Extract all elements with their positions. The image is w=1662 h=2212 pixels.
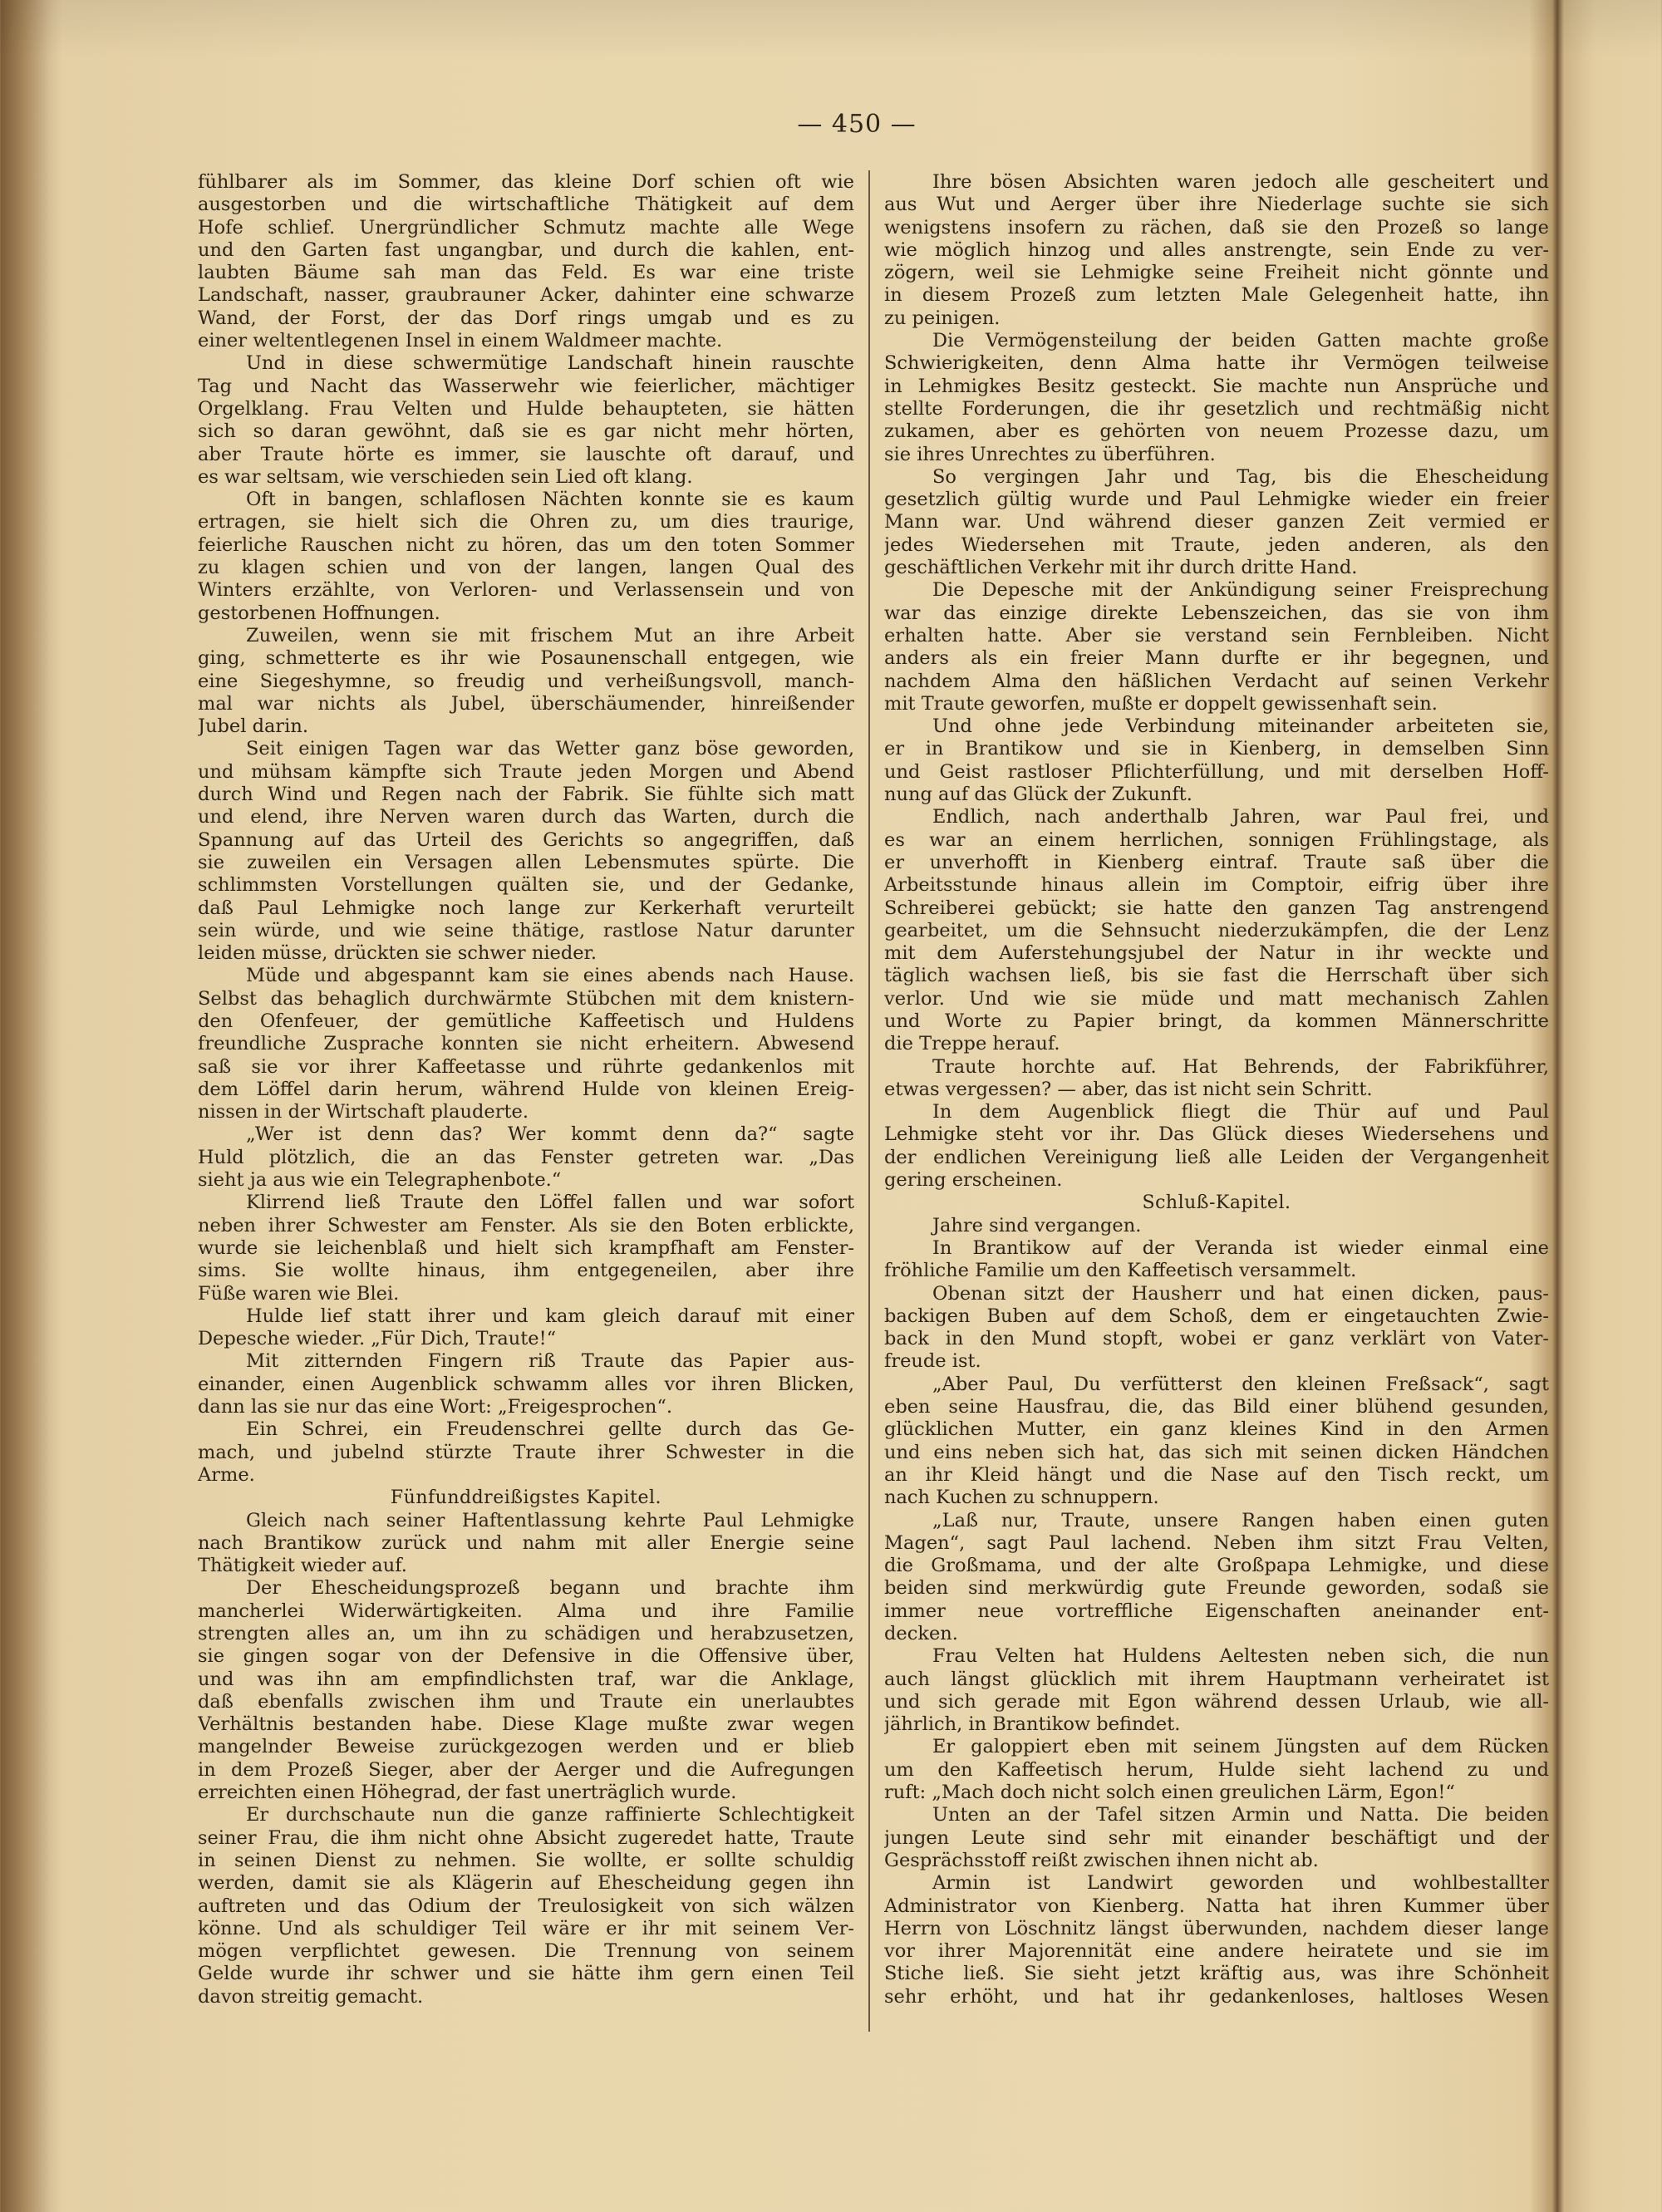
text-line: saß sie vor ihrer Kaffeetasse und rührte gedankenlos mit: [198, 1055, 854, 1078]
paragraph: [198, 489, 854, 625]
text-line: Zuweilen, wenn sie mit frischem Mut an ihre Arbeit: [246, 624, 854, 646]
text-line: Landschaft, nasser, graubrauner Acker, dahinter eine schwarze: [198, 284, 854, 307]
text-line: Hofe schlief. Unergründlicher Schmutz machte alle Wege: [198, 216, 854, 238]
text-line: und was ihn am empfindlichsten traf, war die Anklage,: [198, 1668, 854, 1690]
text-line: ausgestorben und die wirtschaftliche Thätigkeit auf dem: [198, 194, 854, 216]
text-line: Wand, der Forst, der das Dorf rings umgab und es zu: [198, 307, 854, 329]
text-line: Die Depesche mit der Ankündigung seiner Freisprechung: [932, 579, 1549, 602]
text-line: zu klagen schien und von der langen, langen Qual des: [198, 557, 854, 579]
text-line: mancherlei Widerwärtigkeiten. Alma und ihre Familie: [198, 1600, 854, 1622]
text-line: Schreiberei gebückt; sie hatte den ganzen Tag anstrengend: [884, 897, 1549, 919]
text-line: Spannung auf das Urteil des Gerichts so angegriffen, daß: [198, 828, 854, 851]
paragraph: [884, 579, 1549, 715]
text-line: in dem Prozeß Sieger, aber der Aerger und die Aufregungen: [198, 1758, 854, 1781]
text-line: Der Ehescheidungsprozeß begann und brachte ihm: [246, 1577, 854, 1600]
text-line: geschäftlichen Verkehr mit ihr durch dritte Hand.: [884, 557, 1358, 579]
text-line: wenigstens insofern zu rächen, daß sie den Prozeß so lange: [884, 216, 1549, 238]
paragraph: [198, 352, 854, 489]
paragraph: [884, 466, 1549, 579]
text-line: Und in diese schwermütige Landschaft hinein rauschte: [246, 352, 854, 375]
text-line: freundliche Zusprache konnten sie nicht erheitern. Abwesend: [198, 1033, 854, 1055]
text-line: sims. Sie wollte hinaus, ihm entgegeneilen, aber ihre: [198, 1260, 854, 1282]
paragraph: [884, 715, 1549, 806]
text-line: Er durchschaute nun die ganze raffinierte Schlechtigkeit: [246, 1804, 854, 1826]
paragraph: [198, 1192, 854, 1305]
text-line: Arbeitsstunde hinaus allein im Comptoir, eifrig über ihre: [884, 874, 1549, 897]
text-line: backigen Buben auf dem Schoß, dem er eingetauchten Zwie-: [884, 1305, 1549, 1327]
text-line: mit Traute geworfen, mußte er doppelt gewissenhaft sein.: [884, 692, 1438, 715]
text-line: Mit zitternden Fingern riß Traute das Papier aus-: [246, 1350, 854, 1373]
text-line: In Brantikow auf der Veranda ist wieder einmal eine: [932, 1236, 1549, 1259]
text-line: sein würde, und wie seine thätige, rastlose Natur darunter: [198, 919, 854, 941]
text-line: Arme.: [198, 1463, 255, 1486]
text-line: jährlich, in Brantikow befindet.: [884, 1713, 1181, 1736]
text-line: dann las sie nur das eine Wort: „Freigesprochen“.: [198, 1396, 673, 1418]
page-number: — 450 —: [797, 110, 917, 139]
text-line: erreichten einen Höhegrad, der fast unerträglich wurde.: [198, 1782, 737, 1804]
text-line: Klirrend ließ Traute den Löffel fallen und war sofort: [246, 1192, 854, 1214]
text-line: Unten an der Tafel sitzen Armin und Natta. Die beiden: [932, 1804, 1549, 1826]
text-line: jungen Leute sind sehr mit einander beschäftigt und der: [884, 1826, 1549, 1849]
text-line: schlimmsten Vorstellungen quälten sie, und der Gedanke,: [198, 874, 854, 897]
text-line: ertragen, sie hielt sich die Ohren zu, um dies traurige,: [198, 511, 854, 533]
text-line: wie möglich hinzog und alles anstrengte, sein Ende zu ver-: [884, 238, 1549, 261]
text-line: Thätigkeit wieder auf.: [198, 1555, 407, 1577]
text-line: und Worte zu Papier bringt, da kommen Männerschritte: [884, 1010, 1549, 1032]
text-line: „Wer ist denn das? Wer kommt denn da?“ sagte: [246, 1123, 854, 1146]
text-line: es war seltsam, wie verschieden sein Lied oft klang.: [198, 465, 693, 488]
text-line: und elend, ihre Nerven waren durch das Warten, durch die: [198, 806, 854, 828]
text-line: daß ebenfalls zwischen ihm und Traute ein unerlaubtes: [198, 1690, 854, 1713]
text-line: Frau Velten hat Huldens Aeltesten neben sich, die nun: [932, 1645, 1549, 1668]
text-line: zu peinigen.: [884, 307, 1001, 329]
text-line: Administrator von Kienberg. Natta hat ihren Kummer über: [884, 1895, 1549, 1917]
text-line: in diesem Prozeß zum letzten Male Gelegenheit hatte, ihn: [884, 284, 1549, 307]
text-line: Oft in bangen, schlaflosen Nächten konnte sie es kaum: [246, 489, 854, 511]
text-line: könne. Und als schuldiger Teil wäre er ihr mit seinem Ver-: [198, 1917, 854, 1939]
text-line: In dem Augenblick fliegt die Thür auf und Paul: [932, 1101, 1549, 1123]
text-line: etwas vergessen? — aber, das ist nicht sein Schritt.: [884, 1078, 1373, 1100]
paragraph: [198, 1510, 854, 1578]
text-line: fröhliche Familie um den Kaffeetisch versammelt.: [884, 1260, 1357, 1282]
paragraph: [884, 1510, 1549, 1646]
text-line: daß Paul Lehmigke noch lange zur Kerkerhaft verurteilt: [198, 897, 854, 919]
text-line: nach Kuchen zu schnuppern.: [884, 1487, 1159, 1509]
text-line: Verhältnis bestanden habe. Diese Klage mußte zwar wegen: [198, 1713, 854, 1736]
text-line: durch Wind und Regen nach der Fabrik. Sie fühlte sich matt: [198, 784, 854, 806]
text-line: fühlbarer als im Sommer, das kleine Dorf schien oft wie: [198, 171, 854, 193]
text-line: Endlich, nach anderthalb Jahren, war Paul frei, und: [932, 806, 1549, 828]
paragraph: [884, 1374, 1549, 1510]
text-line: und Geist rastloser Pflichterfüllung, und mit derselben Hoff-: [884, 760, 1549, 783]
text-line: und mühsam kämpfte sich Traute jeden Morgen und Abend: [198, 760, 854, 783]
text-line: sieht ja aus wie ein Telegraphenbote.“: [198, 1169, 562, 1192]
text-line: „Laß nur, Traute, unsere Rangen haben einen guten: [932, 1509, 1549, 1531]
text-line: Armin ist Landwirt geworden und wohlbestallter: [932, 1872, 1549, 1895]
paragraph: [884, 1645, 1549, 1736]
text-line: vor ihrer Majorennität eine andere heiratete und sie im: [884, 1940, 1549, 1963]
text-line: immer neue vortreffliche Eigenschaften aneinander ent-: [884, 1600, 1549, 1622]
text-line: erhalten hatte. Aber sie verstand sein Fernbleiben. Nicht: [884, 624, 1549, 646]
text-line: nachdem Alma den häßlichen Verdacht auf seinen Verkehr: [884, 670, 1549, 692]
text-line: Hulde lief statt ihrer und kam gleich darauf mit einer: [246, 1305, 854, 1327]
text-line: eine Siegeshymne, so freudig und verheißungsvoll, manch-: [198, 670, 854, 692]
right-column: [884, 171, 1549, 2008]
text-line: es war an einem herrlichen, sonnigen Frühlingstage, als: [884, 828, 1549, 851]
text-line: neben ihrer Schwester am Fenster. Als sie den Boten erblickte,: [198, 1214, 854, 1236]
text-line: Gelde wurde ihr schwer und sie hätte ihm gern einen Teil: [198, 1963, 854, 1985]
text-line: er in Brantikow und sie in Kienberg, in demselben Sinn: [884, 738, 1549, 760]
text-line: feierliche Rauschen nicht zu hören, das um den toten Sommer: [198, 533, 854, 556]
paragraph: [198, 1418, 854, 1487]
text-line: Obenan sitzt der Hausherr und hat einen dicken, paus-: [932, 1282, 1549, 1305]
text-line: und den Garten fast ungangbar, und durch die kahlen, ent-: [198, 238, 854, 261]
text-line: Schwierigkeiten, denn Alma hatte ihr Vermögen teilweise: [884, 352, 1549, 375]
text-line: einer weltentlegenen Insel in einem Waldmeer machte.: [198, 330, 723, 352]
text-line: war das einzige direkte Lebenszeichen, das sie von ihm: [884, 602, 1549, 624]
text-line: er unverhofft in Kienberg eintraf. Traute saß über die: [884, 851, 1549, 873]
text-line: an ihr Kleid hängt und die Nase auf den Tisch reckt, um: [884, 1463, 1549, 1486]
text-line: nach Brantikow zurück und nahm mit aller Energie seine: [198, 1531, 854, 1554]
text-line: „Aber Paul, Du verfütterst den kleinen Freßsack“, sagt: [932, 1373, 1549, 1395]
text-line: Stiche ließ. Sie sieht jetzt kräftig aus, was ihre Schönheit: [884, 1963, 1549, 1985]
text-line: zögern, weil sie Lehmigke seine Freiheit nicht gönnte und: [884, 262, 1549, 284]
text-line: aber Traute hörte es immer, sie lauschte oft darauf, und: [198, 443, 854, 465]
text-line: Winters erzählte, von Verloren- und Verlassensein und von: [198, 579, 854, 602]
paragraph: [884, 1237, 1549, 1283]
paragraph: [884, 1736, 1549, 1804]
text-line: Magen“, sagt Paul lachend. Neben ihm sitzt Frau Velten,: [884, 1531, 1549, 1554]
text-line: Orgelklang. Frau Velten und Hulde behaupteten, sie hätten: [198, 397, 854, 420]
text-line: sich so daran gewöhnt, daß sie es gar nicht mehr hörten,: [198, 420, 854, 443]
text-line: werden, damit sie als Klägerin auf Ehescheidung gegen ihn: [198, 1872, 854, 1895]
text-line: Gleich nach seiner Haftentlassung kehrte Paul Lehmigke: [246, 1509, 854, 1531]
text-line: ging, schmetterte es ihr wie Posaunenschall entgegen, wie: [198, 647, 854, 670]
paragraph: [198, 1305, 854, 1351]
text-line: Die Vermögensteilung der beiden Gatten machte große: [932, 330, 1549, 352]
text-line: verlor. Und wie sie müde und matt mechanisch Zahlen: [884, 987, 1549, 1010]
text-line: die Treppe herauf.: [884, 1033, 1060, 1055]
chapter-heading: Schluß-Kapitel.: [1142, 1192, 1291, 1214]
text-line: aus Wut und Aerger über ihre Niederlage suchte sie sich: [884, 194, 1549, 216]
paragraph: [198, 1123, 854, 1192]
text-line: mit dem Auferstehungsjubel der Natur in ihr weckte und: [884, 942, 1549, 965]
text-line: back in den Mund stopft, wobei er ganz verklärt von Vater-: [884, 1328, 1549, 1350]
left-column: [198, 171, 854, 2008]
text-line: stellte Forderungen, die ihr gesetzlich und rechtmäßig nicht: [884, 397, 1549, 420]
text-line: zukamen, aber es gehörten von neuem Prozesse dazu, um: [884, 420, 1549, 443]
paragraph: [198, 1804, 854, 2008]
text-line: Lehmigke steht vor ihr. Das Glück dieses Wiedersehens und: [884, 1123, 1549, 1146]
text-line: davon streitig gemacht.: [198, 1985, 424, 2008]
text-line: seiner Frau, die ihm nicht ohne Absicht zugeredet hatte, Traute: [198, 1826, 854, 1849]
text-line: auch längst glücklich mit ihrem Hauptmann verheiratet ist: [884, 1668, 1549, 1690]
paragraph: [884, 1215, 1549, 1237]
text-line: in seinen Dienst zu nehmen. Sie wollte, er sollte schuldig: [198, 1849, 854, 1871]
text-line: Jubel darin.: [198, 715, 308, 738]
text-line: freude ist.: [884, 1350, 981, 1373]
text-line: mach, und jubelnd stürzte Traute ihrer Schwester in die: [198, 1441, 854, 1463]
text-line: Er galoppiert eben mit seinem Jüngsten auf dem Rücken: [932, 1736, 1549, 1758]
text-line: einander, einen Augenblick schwamm alles vor ihren Blicken,: [198, 1373, 854, 1395]
text-line: sie ihres Unrechtes zu überführen.: [884, 443, 1216, 465]
text-line: leiden müsse, drückten sie schwer nieder.: [198, 942, 597, 965]
text-line: mangelnder Beweise zurückgezogen werden und er blieb: [198, 1736, 854, 1758]
text-line: gesetzlich gültig wurde und Paul Lehmigke wieder ein freier: [884, 489, 1549, 511]
text-line: dem Löffel darin herum, während Hulde von kleinen Ereig-: [198, 1078, 854, 1100]
text-line: und eins neben sich hat, das sich mit seinen dicken Händchen: [884, 1441, 1549, 1463]
text-line: um den Kaffeetisch herum, Hulde sieht lachend zu und: [884, 1758, 1549, 1781]
text-line: Depesche wieder. „Für Dich, Traute!“: [198, 1328, 557, 1350]
paragraph: [884, 1872, 1549, 2008]
text-line: Huld plötzlich, die an das Fenster getreten war. „Das: [198, 1146, 854, 1168]
paragraph: [198, 1350, 854, 1418]
text-line: eben seine Hausfrau, die, das Bild einer blühend gesunden,: [884, 1396, 1549, 1418]
text-line: sie gingen sogar von der Defensive in die Offensive über,: [198, 1645, 854, 1668]
text-line: ruft: „Mach doch nicht solch einen greulichen Lärm, Egon!“: [884, 1782, 1455, 1804]
text-line: strengten alles an, um ihn zu schädigen und herabzusetzen,: [198, 1623, 854, 1644]
text-line: glücklichen Mutter, ein ganz kleines Kind in den Armen: [884, 1418, 1549, 1441]
text-line: So vergingen Jahr und Tag, bis die Ehescheidung: [932, 465, 1549, 488]
paragraph: [198, 171, 854, 352]
text-line: gearbeitet, um die Sehnsucht niederzukämpfen, die der Lenz: [884, 919, 1549, 941]
text-line: Tag und Nacht das Wasserwehr wie feierlicher, mächtiger: [198, 375, 854, 397]
paragraph: [198, 1577, 854, 1804]
paragraph: [884, 806, 1549, 1055]
text-line: mögen verpflichtet gewesen. Die Trennung von seinem: [198, 1940, 854, 1963]
paragraph: [884, 1101, 1549, 1192]
text-line: nung auf das Glück der Zukunft.: [884, 784, 1192, 806]
text-line: Ihre bösen Absichten waren jedoch alle gescheitert und: [932, 171, 1549, 193]
text-line: decken.: [884, 1623, 958, 1644]
text-line: Selbst das behaglich durchwärmte Stübchen mit dem knistern-: [198, 987, 854, 1010]
text-line: täglich wachsen ließ, bis sie fast die Herrschaft über sich: [884, 965, 1549, 987]
text-line: die Großmama, und der alte Großpapa Lehmigke, und diese: [884, 1555, 1549, 1577]
text-line: gestorbenen Hoffnungen.: [198, 602, 440, 624]
paragraph: [884, 1804, 1549, 1872]
text-line: Seit einigen Tagen war das Wetter ganz böse geworden,: [246, 738, 854, 760]
text-line: wurde sie leichenblaß und hielt sich krampfhaft am Fenster-: [198, 1236, 854, 1259]
text-line: anders als ein freier Mann durfte er ihr begegnen, und: [884, 647, 1549, 670]
text-line: gering erscheinen.: [884, 1169, 1063, 1192]
text-line: Und ohne jede Verbindung miteinander arbeiteten sie,: [932, 715, 1549, 738]
chapter-heading: Fünfunddreißigstes Kapitel.: [390, 1487, 662, 1509]
text-line: Traute horchte auf. Hat Behrends, der Fabrikführer,: [932, 1055, 1549, 1078]
text-line: den Ofenfeuer, der gemütliche Kaffeetisch und Huldens: [198, 1010, 854, 1032]
text-line: Gesprächsstoff reißt zwischen ihnen nicht ab.: [884, 1849, 1319, 1871]
text-line: sehr erhöht, und hat ihr gedankenloses, haltloses Wesen: [884, 1985, 1549, 2008]
paragraph: [198, 738, 854, 965]
text-line: Ein Schrei, ein Freudenschrei gellte durch das Ge-: [246, 1418, 854, 1441]
text-line: in Lehmigkes Besitz gesteckt. Sie machte nun Ansprüche und: [884, 375, 1549, 397]
paragraph: [884, 1056, 1549, 1102]
column-divider: [868, 170, 870, 2032]
text-line: Herrn von Löschnitz längst überwunden, nachdem dieser lange: [884, 1917, 1549, 1939]
text-line: und sich gerade mit Egon während dessen Urlaub, wie all-: [884, 1690, 1549, 1713]
text-line: laubten Bäume sah man das Feld. Es war eine triste: [198, 262, 854, 284]
paragraph: [198, 965, 854, 1123]
text-line: auftreten und das Odium der Treulosigkeit von sich wälzen: [198, 1895, 854, 1917]
text-line: beiden sind merkwürdig gute Freunde geworden, sodaß sie: [884, 1577, 1549, 1600]
text-line: nissen in der Wirtschaft plauderte.: [198, 1101, 529, 1123]
text-line: Müde und abgespannt kam sie eines abends nach Hause.: [246, 965, 854, 987]
paragraph: [198, 625, 854, 738]
text-line: Füße waren wie Blei.: [198, 1282, 400, 1305]
paragraph: [884, 330, 1549, 466]
text-line: sie zuweilen ein Versagen allen Lebensmutes spürte. Die: [198, 851, 854, 873]
page-shadow: [0, 0, 1662, 58]
text-line: jedes Wiedersehen mit Traute, jeden anderen, als den: [884, 533, 1549, 556]
text-line: Jahre sind vergangen.: [932, 1214, 1142, 1236]
text-line: der endlichen Vereinigung ließ alle Leiden der Vergangenheit: [884, 1146, 1549, 1168]
paragraph: [884, 1283, 1549, 1374]
text-line: Mann war. Und während dieser ganzen Zeit vermied er: [884, 511, 1549, 533]
paragraph: [884, 171, 1549, 330]
text-line: mal war nichts als Jubel, überschäumender, hinreißender: [198, 692, 854, 715]
